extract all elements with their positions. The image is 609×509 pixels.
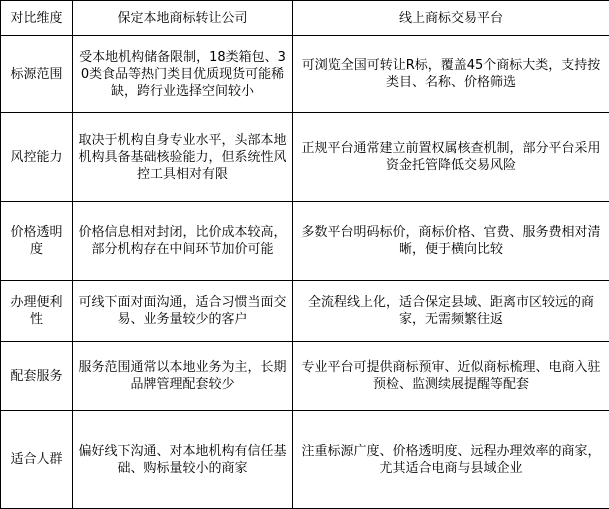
row-local-cell: 服务范围通常以本地业务为主，长期品牌管理配套较少 (73, 342, 293, 411)
row-online-cell: 可浏览全国可转让R标，覆盖45个商标大类，支持按类目、名称、价格筛选 (293, 36, 609, 113)
row-dimension: 价格透明度 (1, 202, 73, 281)
table-row (1, 342, 609, 411)
header-online-platform: 线上商标交易平台 (293, 1, 609, 36)
row-dimension: 风控能力 (1, 113, 73, 202)
row-dimension: 标源范围 (1, 36, 73, 113)
table-header-row (1, 1, 609, 36)
row-dimension: 办理便利性 (1, 281, 73, 342)
table-row (1, 411, 609, 509)
row-local-cell: 取决于机构自身专业水平，头部本地机构具备基础核验能力，但系统性风控工具相对有限 (73, 113, 293, 202)
row-local-cell: 受本地机构储备限制，18类箱包、30类食品等热门类目优质现货可能稀缺，跨行业选择空间较小 (73, 36, 293, 113)
header-dimension: 对比维度 (1, 1, 73, 36)
table-row (1, 36, 609, 113)
row-dimension: 适合人群 (1, 411, 73, 509)
table-row (1, 202, 609, 281)
row-dimension: 配套服务 (1, 342, 73, 411)
row-online-cell: 专业平台可提供商标预审、近似商标梳理、电商入驻预检、监测续展提醒等配套 (293, 342, 609, 411)
row-online-cell: 正规平台通常建立前置权属核查机制，部分平台采用资金托管降低交易风险 (293, 113, 609, 202)
row-online-cell: 注重标源广度、价格透明度、远程办理效率的商家，尤其适合电商与县域企业 (293, 411, 609, 509)
row-online-cell: 多数平台明码标价，商标价格、官费、服务费相对清晰，便于横向比较 (293, 202, 609, 281)
row-local-cell: 可线下面对面沟通，适合习惯当面交易、业务量较少的客户 (73, 281, 293, 342)
table-row (1, 113, 609, 202)
row-local-cell: 价格信息相对封闭，比价成本较高，部分机构存在中间环节加价可能 (73, 202, 293, 281)
row-online-cell: 全流程线上化，适合保定县域、距离市区较远的商家，无需频繁往返 (293, 281, 609, 342)
row-local-cell: 偏好线下沟通、对本地机构有信任基础、购标量较小的商家 (73, 411, 293, 509)
table-row (1, 281, 609, 342)
header-local-company: 保定本地商标转让公司 (73, 1, 293, 36)
